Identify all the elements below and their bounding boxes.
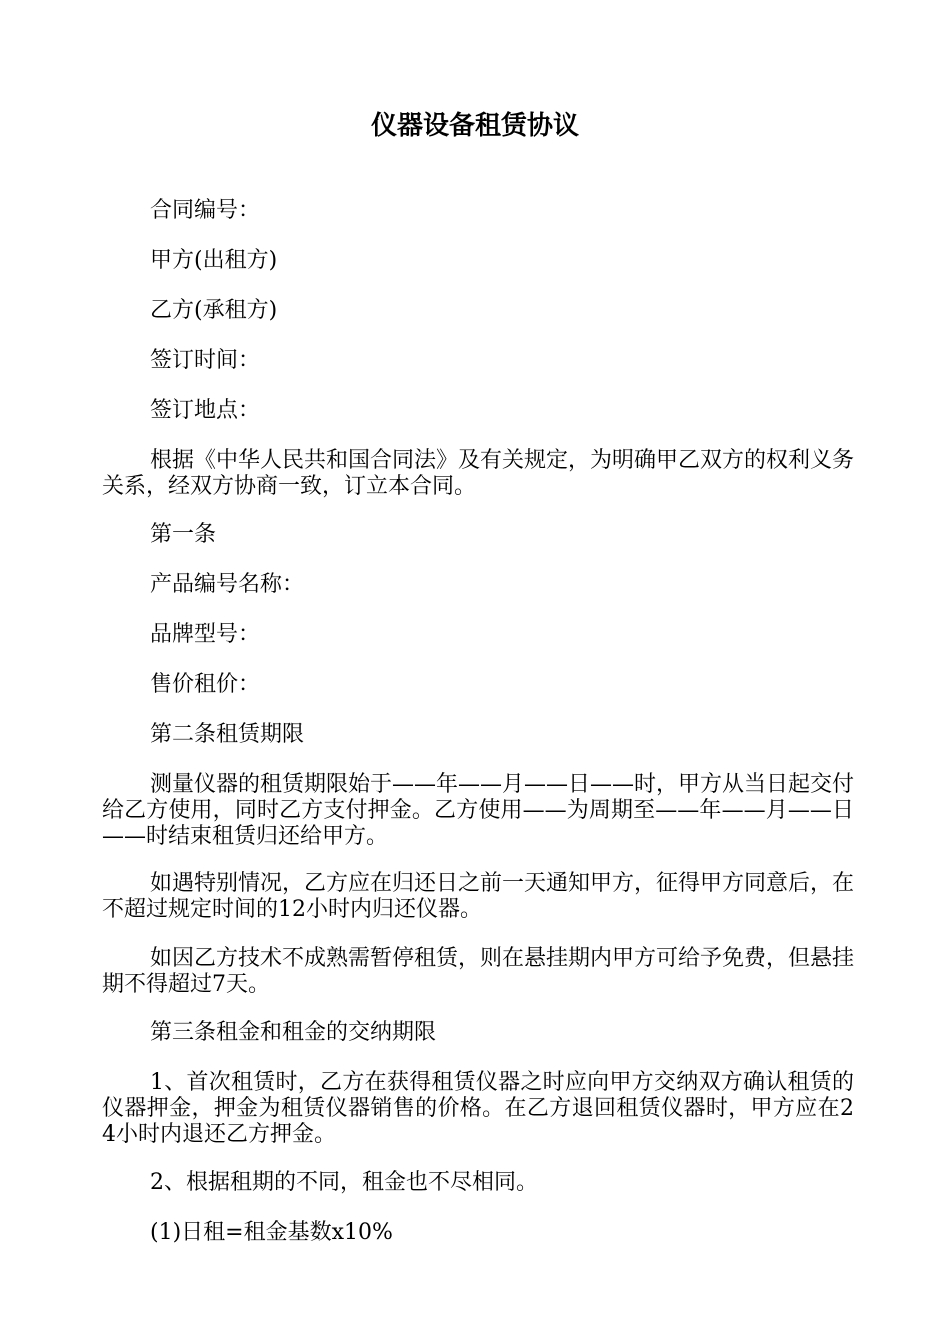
contract-number-line: 合同编号： — [150, 198, 261, 223]
special-case-paragraph: 如遇特别情况，乙方应在归还日之前一天通知甲方，征得甲方同意后，在不超过规定时间的12小时内归还仪器。 — [102, 871, 855, 922]
price-line: 售价租价： — [150, 672, 261, 697]
party-a-line: 甲方(出租方) — [150, 248, 278, 273]
lease-term-paragraph: 测量仪器的租赁期限始于——年——月——日——时，甲方从当日起交付给乙方使用，同时乙方支付押金。乙方使用——为周期至——年——月——日——时结束租赁归还给甲方。 — [102, 772, 855, 849]
suspension-paragraph: 如因乙方技术不成熟需暂停租赁，则在悬挂期内甲方可给予免费，但悬挂期不得超过7天。 — [102, 946, 855, 997]
signing-place-line: 签订地点： — [150, 398, 261, 423]
party-b-line: 乙方(承租方) — [150, 298, 278, 323]
document-title: 仪器设备租赁协议 — [370, 111, 579, 141]
article-3-heading: 第三条租金和租金的交纳期限 — [150, 1020, 437, 1045]
signing-time-line: 签订时间： — [150, 348, 261, 373]
daily-rent-line: (1)日租=租金基数x10% — [150, 1220, 393, 1245]
deposit-paragraph: 1、首次租赁时，乙方在获得租赁仪器之时应向甲方交纳双方确认租赁的仪器押金，押金为租赁仪器销售的价格。在乙方退回租赁仪器时，甲方应在24小时内退还乙方押金。 — [102, 1070, 854, 1147]
product-name-line: 产品编号名称： — [150, 572, 305, 597]
article-2-heading: 第二条租赁期限 — [150, 722, 305, 747]
brand-model-line: 品牌型号： — [150, 622, 261, 647]
rent-varies-paragraph: 2、根据租期的不同，租金也不尽相同。 — [150, 1170, 538, 1195]
article-1-heading: 第一条 — [150, 522, 217, 547]
preamble-paragraph: 根据《中华人民共和国合同法》及有关规定，为明确甲乙双方的权利义务关系，经双方协商一致，订立本合同。 — [102, 448, 855, 499]
